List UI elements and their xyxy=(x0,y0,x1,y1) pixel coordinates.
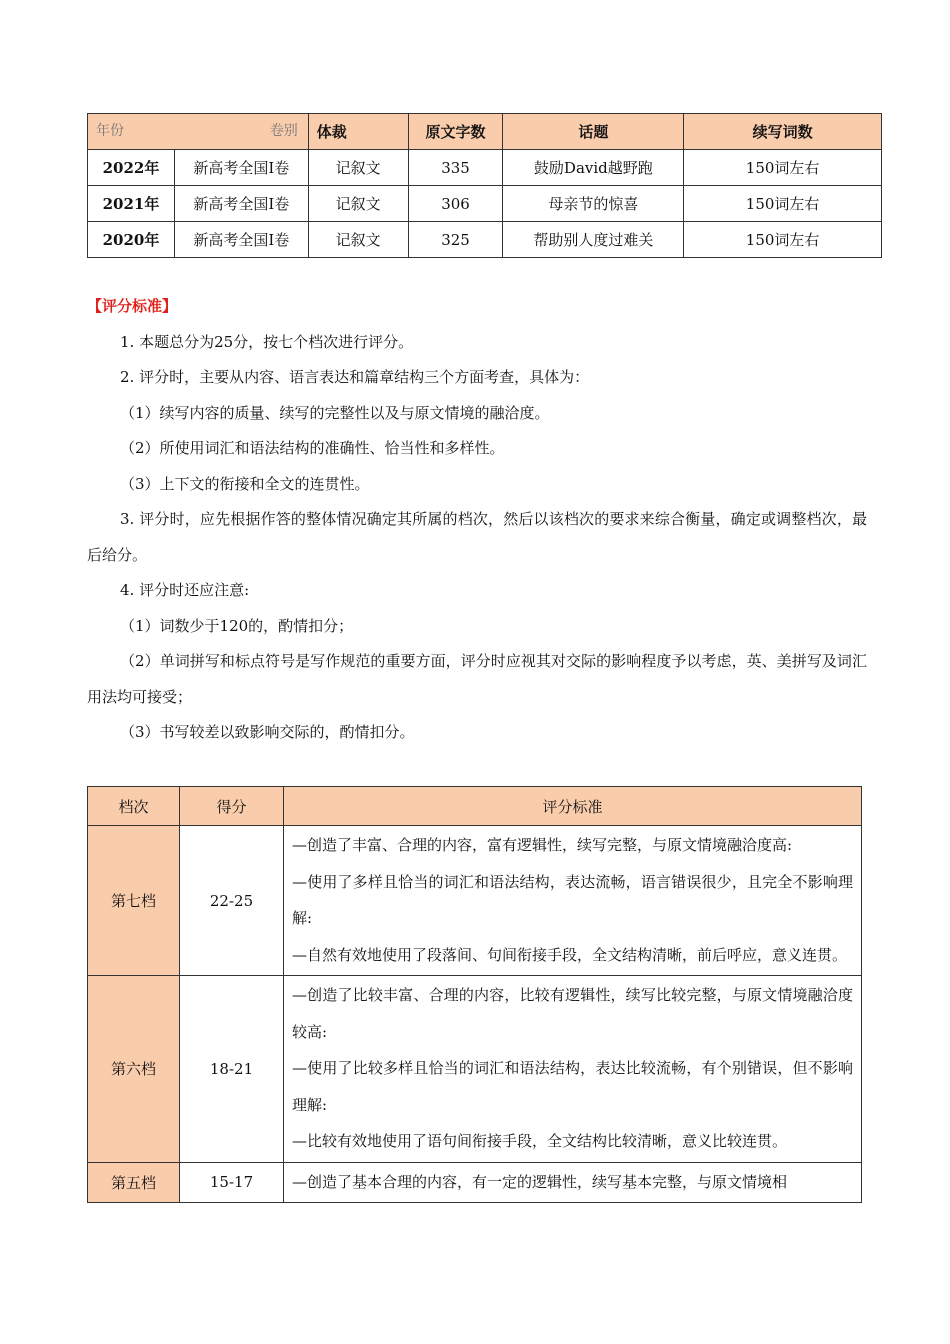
table-row xyxy=(88,826,862,976)
count-cell: 306 xyxy=(408,186,503,222)
year-header: 年份 xyxy=(96,123,124,139)
year-cell: 2022年 xyxy=(88,150,175,186)
criteria-item: 2. 评分时，主要从内容、语言表达和篇章结构三个方面考查，具体为： xyxy=(120,368,590,386)
standard-line: —使用了多样且恰当的词汇和语法结构，表达流畅，语言错误很少，且完全不影响理解: xyxy=(292,872,853,927)
score-cell: 22-25 xyxy=(180,826,284,976)
criteria-subitem: （1）词数少于120的，酌情扣分； xyxy=(120,616,354,635)
criteria-subitem: （3）书写较差以致影响交际的，酌情扣分。 xyxy=(120,723,415,741)
score-cell: 18-21 xyxy=(180,976,284,1163)
table-row xyxy=(88,1162,862,1203)
level-header: 档次 xyxy=(88,787,180,826)
exam-info-table xyxy=(87,113,882,258)
year-paper-header xyxy=(88,114,309,150)
table-row xyxy=(88,222,882,258)
standard-cell xyxy=(284,1162,862,1203)
standard-line: —自然有效地使用了段落间、句间衔接手段，全文结构清晰，前后呼应，意义连贯。 xyxy=(292,945,848,964)
word-count-header: 原文字数 xyxy=(408,114,503,150)
count-cell: 325 xyxy=(408,222,503,258)
criteria-subitem: （3）上下文的衔接和全文的连贯性。 xyxy=(120,474,370,493)
table-row xyxy=(88,150,882,186)
genre-cell: 记叙文 xyxy=(308,150,408,186)
year-cell: 2020年 xyxy=(88,222,175,258)
topic-cell: 母亲节的惊喜 xyxy=(503,186,684,222)
level-cell: 第六档 xyxy=(88,976,180,1163)
scoring-criteria xyxy=(87,289,867,751)
continuation-words-header: 续写词数 xyxy=(684,114,882,150)
standard-cell xyxy=(284,826,862,976)
standard-line: —使用了比较多样且恰当的词汇和语法结构，表达比较流畅，有个别错误，但不影响理解: xyxy=(292,1059,853,1114)
paper-cell: 新高考全国I卷 xyxy=(174,186,308,222)
standard-line: —比较有效地使用了语句间衔接手段，全文结构比较清晰，意义比较连贯。 xyxy=(292,1132,788,1150)
genre-cell: 记叙文 xyxy=(308,186,408,222)
criteria-item: 4. 评分时还应注意: xyxy=(120,581,250,599)
standard-header: 评分标准 xyxy=(284,787,862,826)
genre-header: 体裁 xyxy=(308,114,408,150)
count-cell: 335 xyxy=(408,150,503,186)
table-header-row xyxy=(88,787,862,826)
score-cell: 15-17 xyxy=(180,1162,284,1203)
table-row xyxy=(88,976,862,1163)
year-cell: 2021年 xyxy=(88,186,175,222)
topic-cell: 鼓励David越野跑 xyxy=(503,150,684,186)
topic-header: 话题 xyxy=(503,114,684,150)
genre-cell: 记叙文 xyxy=(308,222,408,258)
score-standard-table xyxy=(87,786,862,1203)
words-cell: 150词左右 xyxy=(684,186,882,222)
table-row xyxy=(88,186,882,222)
paper-header: 卷别 xyxy=(269,123,298,139)
paper-cell: 新高考全国I卷 xyxy=(174,222,308,258)
score-header: 得分 xyxy=(180,787,284,826)
criteria-subitem: （2）单词拼写和标点符号是写作规范的重要方面，评分时应视其对交际的影响程度予以考虑，英、美拼写及词汇用法均可接受； xyxy=(87,652,867,706)
words-cell: 150词左右 xyxy=(684,222,882,258)
criteria-subitem: （2）所使用词汇和语法结构的准确性、恰当性和多样性。 xyxy=(120,439,505,457)
criteria-subitem: （1）续写内容的质量、续写的完整性以及与原文情境的融洽度。 xyxy=(120,403,550,422)
level-cell: 第七档 xyxy=(88,826,180,976)
criteria-item: 3. 评分时，应先根据作答的整体情况确定其所属的档次，然后以该档次的要求来综合衡量，确定或调整档次，最后给分。 xyxy=(87,510,867,564)
standard-line: —创造了比较丰富、合理的内容，比较有逻辑性，续写比较完整，与原文情境融洽度较高: xyxy=(292,986,853,1041)
section-title: 【评分标准】 xyxy=(87,297,178,315)
paper-cell: 新高考全国I卷 xyxy=(174,150,308,186)
standard-cell xyxy=(284,976,862,1163)
table-header-row xyxy=(88,114,882,150)
words-cell: 150词左右 xyxy=(684,150,882,186)
standard-line: —创造了基本合理的内容，有一定的逻辑性，续写基本完整，与原文情境相 xyxy=(292,1172,788,1191)
criteria-item: 1. 本题总分为25分，按七个档次进行评分。 xyxy=(120,332,414,351)
topic-cell: 帮助别人度过难关 xyxy=(503,222,684,258)
standard-line: —创造了丰富、合理的内容，富有逻辑性，续写完整，与原文情境融洽度高: xyxy=(292,836,793,854)
level-cell: 第五档 xyxy=(88,1162,180,1203)
